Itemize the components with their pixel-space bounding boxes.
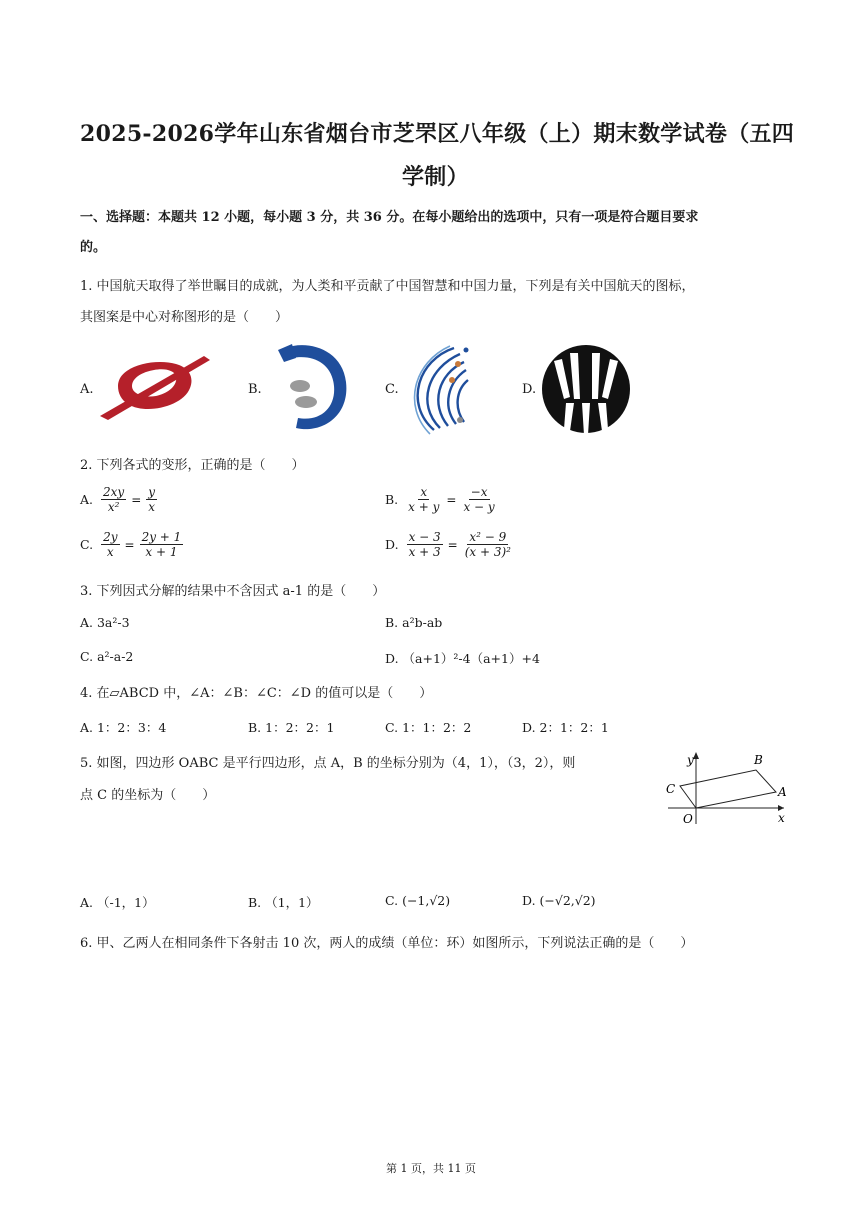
- equals-sign: =: [131, 492, 142, 507]
- q5-option-c: C. (−1,√2): [385, 893, 451, 908]
- equals-sign: =: [446, 492, 457, 507]
- question-2-stem: 2. 下列各式的变形，正确的是（ ）: [80, 458, 305, 473]
- aerospace-logo-d-icon: [540, 343, 632, 435]
- denominator: x + 3: [408, 545, 441, 559]
- q5-option-a: A. （-1，1）: [80, 895, 155, 910]
- q2-option-a-label: A.: [80, 492, 94, 507]
- q4-option-a: A. 1：2：3：4: [80, 720, 167, 735]
- numerator: 2y: [103, 530, 118, 544]
- fraction: [407, 530, 443, 559]
- q1-option-c-label: C.: [385, 382, 399, 397]
- point-c-label: C: [666, 782, 676, 796]
- parallelogram-figure: [660, 748, 790, 828]
- q2-option-c-label: C.: [80, 537, 94, 552]
- q1-option-b-label: B.: [248, 382, 262, 397]
- question-6-stem: 6. 甲、乙两人在相同条件下各射击 10 次，两人的成绩（单位：环）如图所示，下列说法正确的是（ ）: [80, 936, 694, 951]
- q1-option-d-label: D.: [522, 382, 537, 397]
- y-axis-arrow: [693, 752, 699, 759]
- q2-option-d-label: D.: [385, 537, 399, 552]
- equals-sign: =: [124, 537, 135, 552]
- denominator: x²: [107, 500, 120, 514]
- point-a-label: A: [778, 785, 787, 799]
- numerator: x² − 9: [469, 530, 507, 544]
- question-1-stem-line2: 其图案是中心对称图形的是（ ）: [80, 310, 289, 325]
- q4-option-c: C. 1：1：2：2: [385, 720, 472, 735]
- q4-option-d: D. 2：1：2：1: [522, 720, 609, 735]
- fraction: [140, 530, 184, 559]
- x-axis-label: x: [778, 811, 785, 825]
- question-4-stem: 4. 在▱ABCD 中，∠A：∠B：∠C：∠D 的值可以是（ ）: [80, 686, 433, 701]
- fraction: [406, 485, 441, 514]
- q5-option-b: B. （1，1）: [248, 895, 319, 910]
- page-footer: 第 1 页，共 11 页: [386, 1162, 476, 1175]
- q3-option-d: D. （a+1）²-4（a+1）+4: [385, 651, 540, 666]
- denominator: x + 1: [145, 545, 178, 559]
- question-5-stem-line2: 点 C 的坐标为（ ）: [80, 788, 216, 803]
- question-1-stem: 1. 中国航天取得了举世瞩目的成就，为人类和平贡献了中国智慧和中国力量，下列是有关中国航天的图标，: [80, 279, 695, 294]
- point-o-label: O: [683, 812, 693, 826]
- page-title-line2: 学制）: [402, 164, 469, 190]
- point-b-label: B: [754, 753, 763, 767]
- section-heading-line2: 的。: [80, 240, 107, 255]
- numerator: x: [420, 485, 428, 499]
- fraction: [461, 485, 496, 514]
- denominator: x − y: [463, 500, 495, 514]
- q3-option-c: C. a²-a-2: [80, 649, 134, 664]
- numerator: 2y + 1: [141, 530, 182, 544]
- fraction: [146, 485, 157, 514]
- q2-option-c: [80, 530, 185, 559]
- q2-option-b-label: B.: [385, 492, 399, 507]
- denominator: x: [148, 500, 156, 514]
- aerospace-logo-c-icon: [404, 344, 492, 436]
- numerator: y: [148, 485, 156, 499]
- page-title: 2025-2026学年山东省烟台市芝罘区八年级（上）期末数学试卷（五四: [80, 121, 795, 147]
- numerator: x − 3: [408, 530, 441, 544]
- fraction: [463, 530, 513, 559]
- y-axis-label: y: [687, 753, 694, 767]
- denominator: x: [106, 545, 114, 559]
- parallelogram-oabc: [680, 770, 776, 808]
- aerospace-logo-a-icon: [98, 350, 212, 422]
- fraction: [101, 530, 119, 559]
- question-5-stem: 5. 如图，四边形 OABC 是平行四边形，点 A，B 的坐标分别为（4，1），（3，2），则: [80, 756, 576, 771]
- q4-option-b: B. 1：2：2：1: [248, 720, 335, 735]
- denominator: x + y: [408, 500, 440, 514]
- fraction: [101, 485, 126, 514]
- aerospace-logo-b-icon: [276, 340, 352, 436]
- q1-option-a-label: A.: [80, 382, 94, 397]
- equals-sign: =: [447, 537, 458, 552]
- q2-option-b: [385, 485, 499, 514]
- question-3-stem: 3. 下列因式分解的结果中不含因式 a-1 的是（ ）: [80, 584, 386, 599]
- numerator: 2xy: [103, 485, 125, 499]
- q3-option-b: B. a²b-ab: [385, 615, 443, 630]
- numerator: −x: [470, 485, 488, 499]
- q2-option-d: [385, 530, 515, 559]
- denominator: (x + 3)²: [464, 545, 511, 559]
- q2-option-a: [80, 485, 159, 514]
- section-heading: 一、选择题：本题共 12 小题，每小题 3 分，共 36 分。在每小题给出的选项中，只有一项是符合题目要求: [80, 210, 699, 225]
- q3-option-a: A. 3a²-3: [80, 615, 130, 630]
- q5-option-d: D. (−√2,√2): [522, 893, 596, 908]
